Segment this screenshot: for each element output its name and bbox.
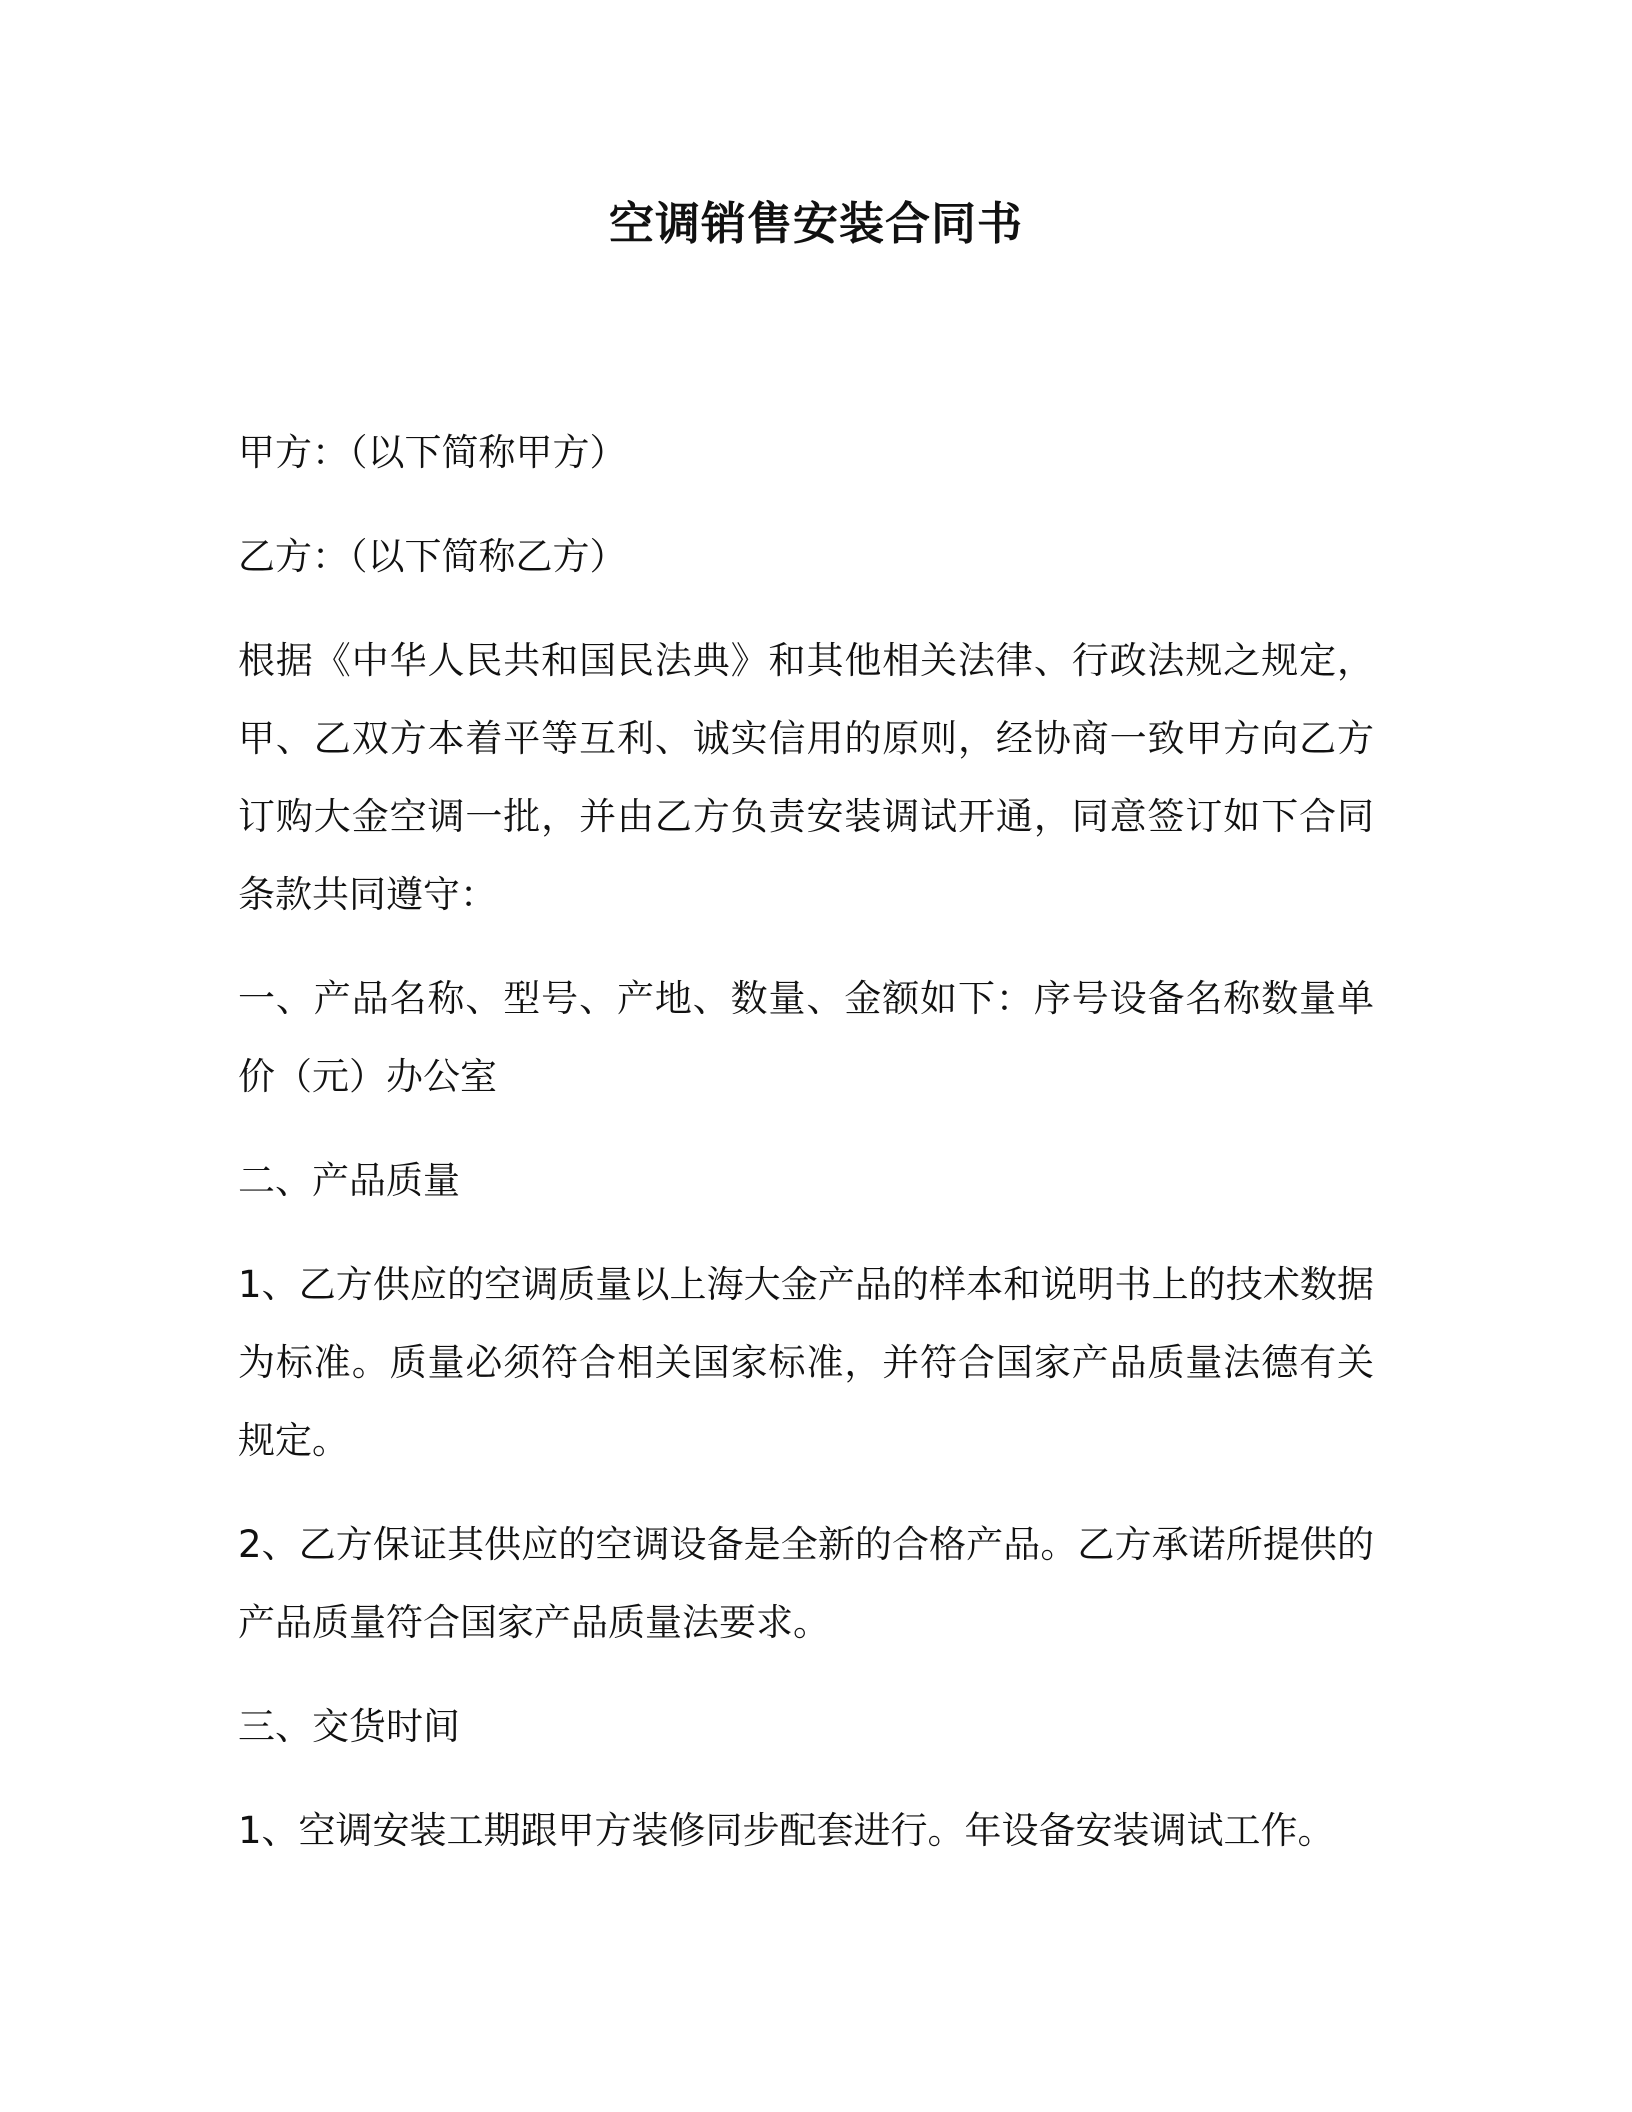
section-3-clause-1: 1、空调安装工期跟甲方装修同步配套进行。年设备安装调试工作。 [238,1809,1335,1852]
section-2-heading: 二、产品质量 [238,1159,460,1202]
document-body [238,414,1374,1896]
party-b-line: 乙方：（以下简称乙方） [238,535,627,578]
section-2-clause-1: 1、乙方供应的空调质量以上海大金产品的样本和说明书上的技术数据为标准。质量必须符合相关国家标准，并符合国家产品质量法德有关规定。 [238,1263,1374,1462]
section-2-clause-2: 2、乙方保证其供应的空调设备是全新的合格产品。乙方承诺所提供的产品质量符合国家产品质量法要求。 [238,1523,1374,1644]
document-title: 空调销售安装合同书 [608,197,1023,250]
section-1-product-info: 一、产品名称、型号、产地、数量、金额如下：序号设备名称数量单价（元）办公室 [238,977,1374,1098]
preamble-paragraph: 根据《中华人民共和国民法典》和其他相关法律、行政法规之规定，甲、乙双方本着平等互利、诚实信用的原则，经协商一致甲方向乙方订购大金空调一批，并由乙方负责安装调试开通，同意签订如下合同条款共同遵守： [238,639,1374,916]
section-3-heading: 三、交货时间 [238,1705,460,1748]
party-a-line: 甲方：（以下简称甲方） [238,431,627,474]
